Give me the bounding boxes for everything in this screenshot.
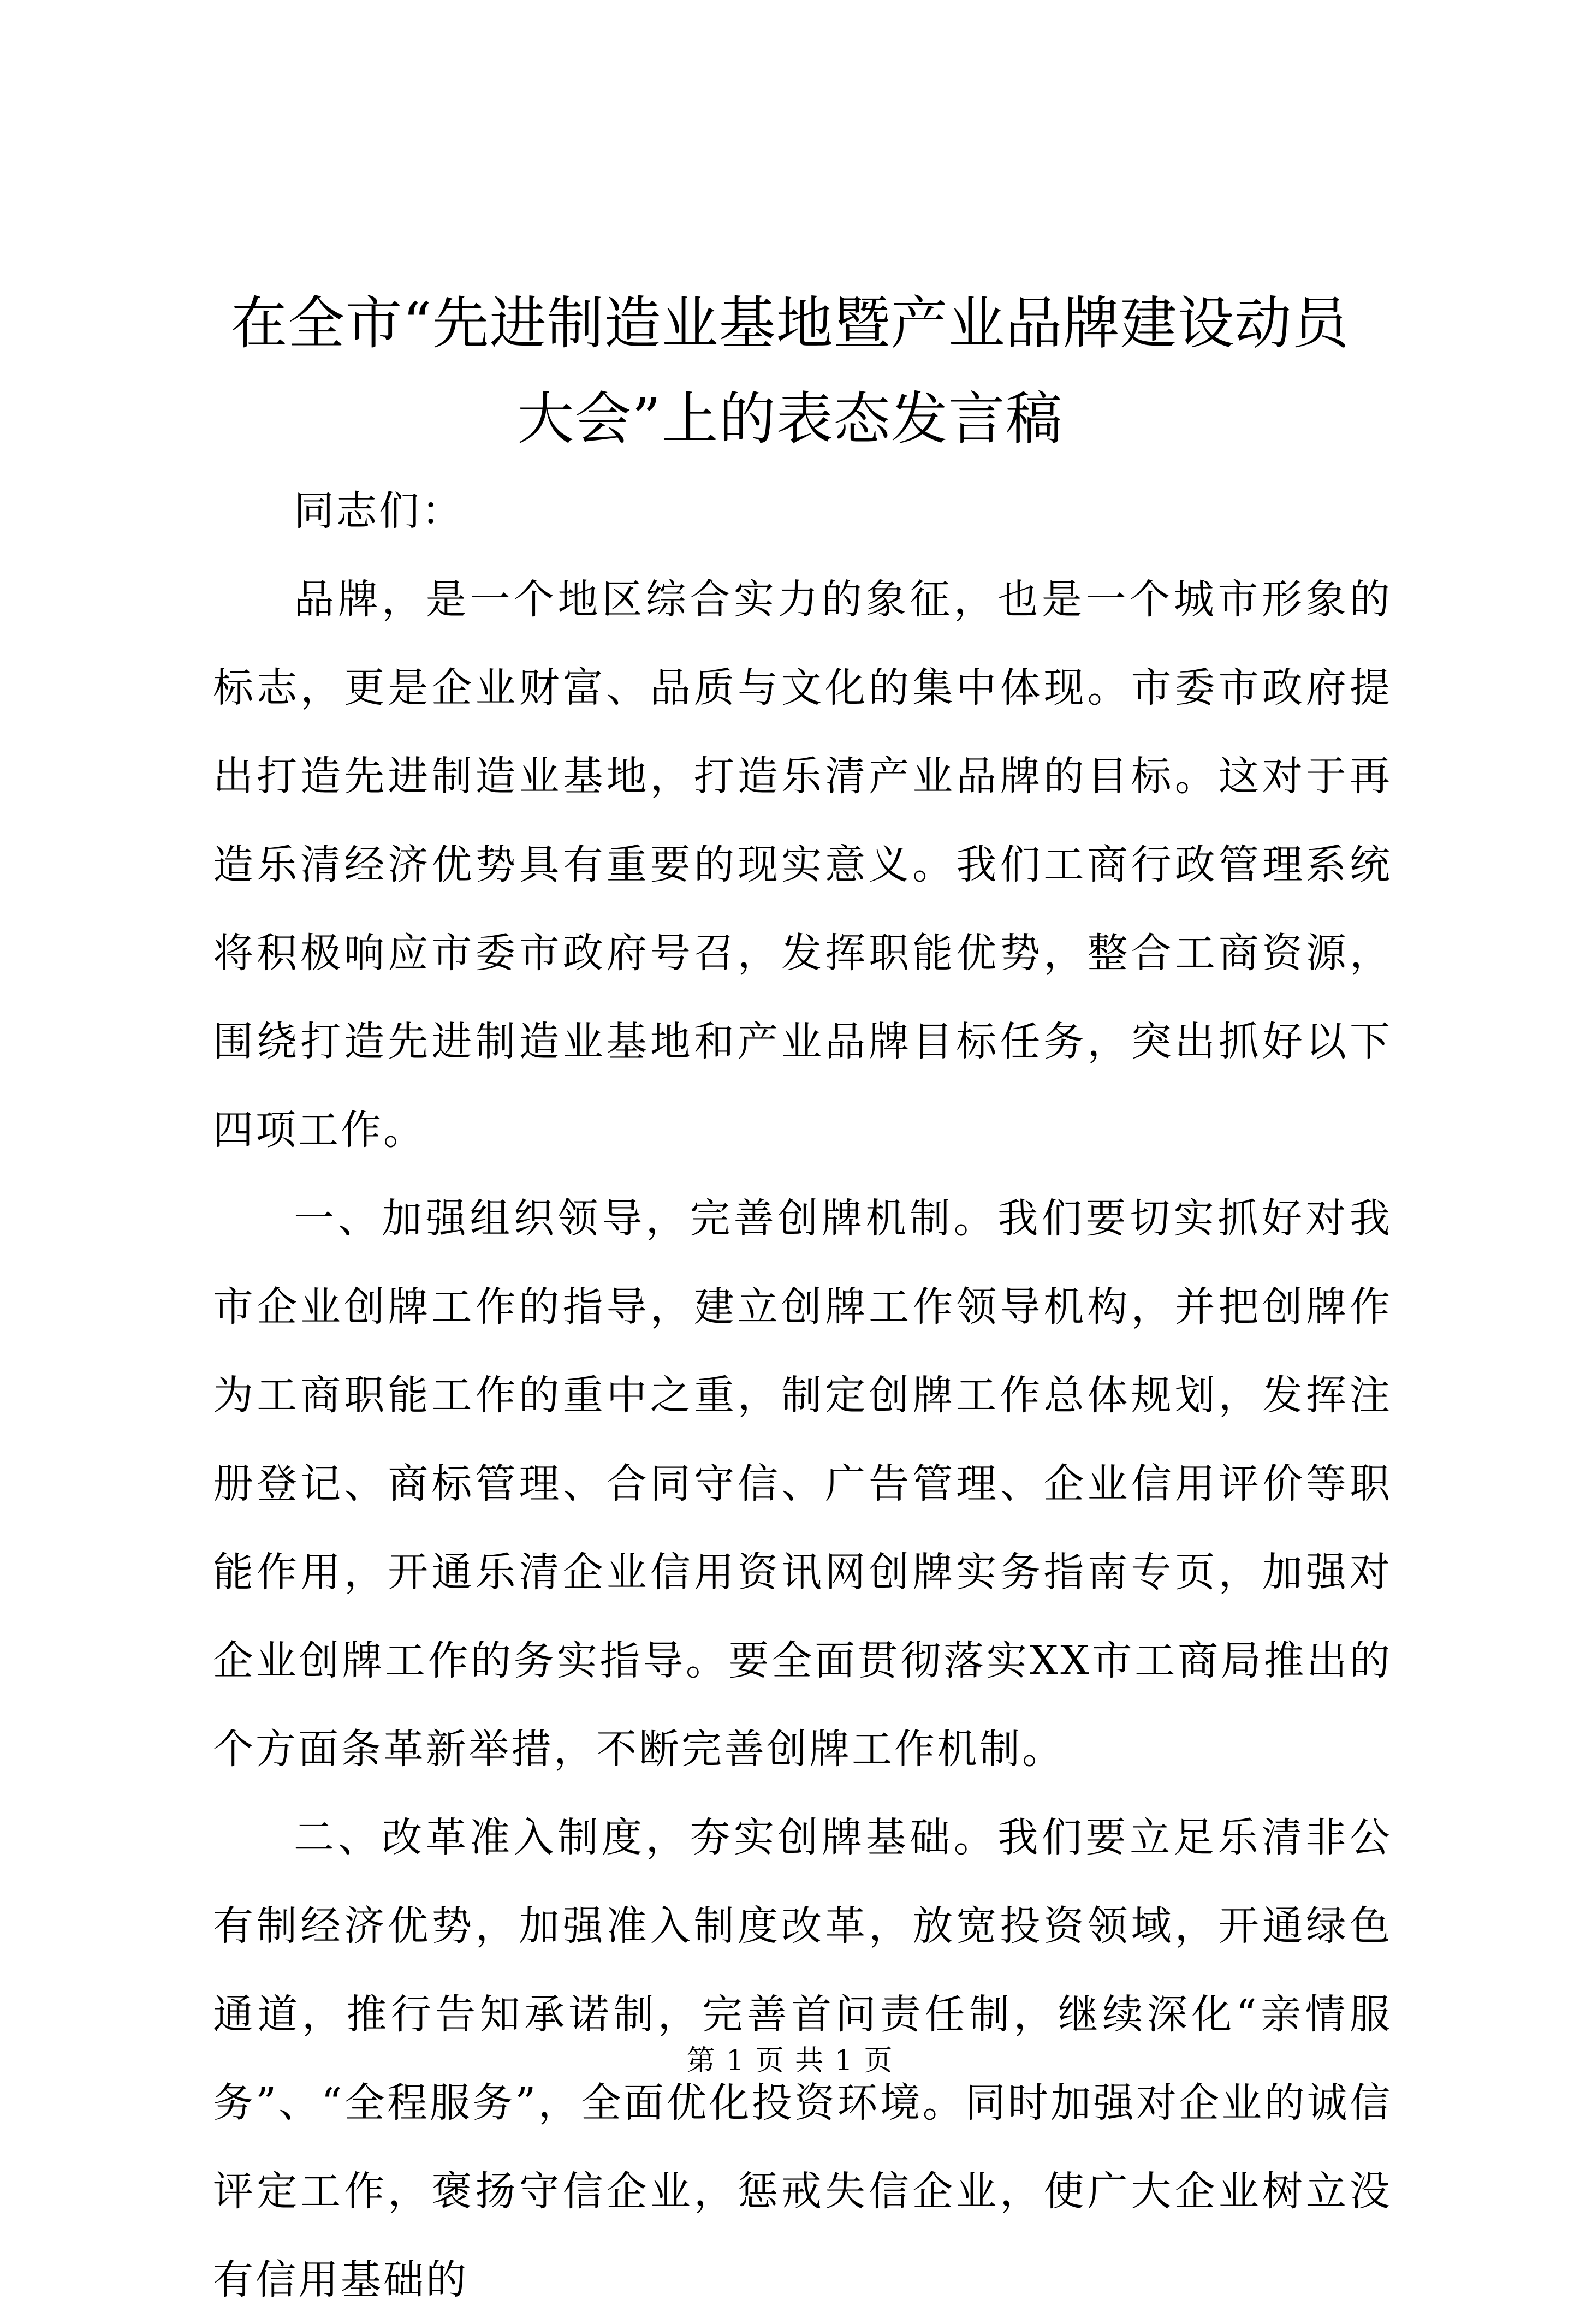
paragraph-section-2: 二、改革准入制度，夯实创牌基础。我们要立足乐清非公有制经济优势，加强准入制度改革，放宽投资领域，开通绿色通道，推行告知承诺制，完善首问责任制，继续深化“亲情服务”、“全程服务”，全面优化投资环境。同时加强对企业的诚信评定工作，褒扬守信企业，惩戒失信企业，使广大企业树立没有信用基础的 — [213, 1814, 1392, 2303]
salutation: 同志们： — [294, 488, 464, 534]
paragraph-intro: 品牌，是一个地区综合实力的象征，也是一个城市形象的标志，更是企业财富、品质与文化的集中体现。市委市政府提出打造先进制造业基地，打造乐清产业品牌的目标。这对于再造乐清经济优势具有重要的现实意义。我们工商行政管理系统将积极响应市委市政府号召，发挥职能优势，整合工商资源，围绕打造先进制造业基地和产业品牌目标任务，突出抓好以下四项工作。 — [213, 576, 1392, 1154]
page-footer: 第 1 页 共 1 页 — [686, 2044, 894, 2077]
title-line-1: 在全市“先进制造业基地暨产业品牌建设动员 — [230, 290, 1350, 356]
paragraph-section-1: 一、加强组织领导，完善创牌机制。我们要切实抓好对我市企业创牌工作的指导，建立创牌工作领导机构，并把创牌作为工商职能工作的重中之重，制定创牌工作总体规划，发挥注册登记、商标管理、合同守信、广告管理、企业信用评价等职能作用，开通乐清企业信用资讯网创牌实务指南专页，加强对企业创牌工作的务实指导。要全面贯彻落实XX市工商局推出的个方面条革新举措，不断完善创牌工作机制。 — [213, 1195, 1392, 1773]
document-title — [164, 276, 1416, 467]
title-line-2: 大会”上的表态发言稿 — [517, 385, 1063, 452]
